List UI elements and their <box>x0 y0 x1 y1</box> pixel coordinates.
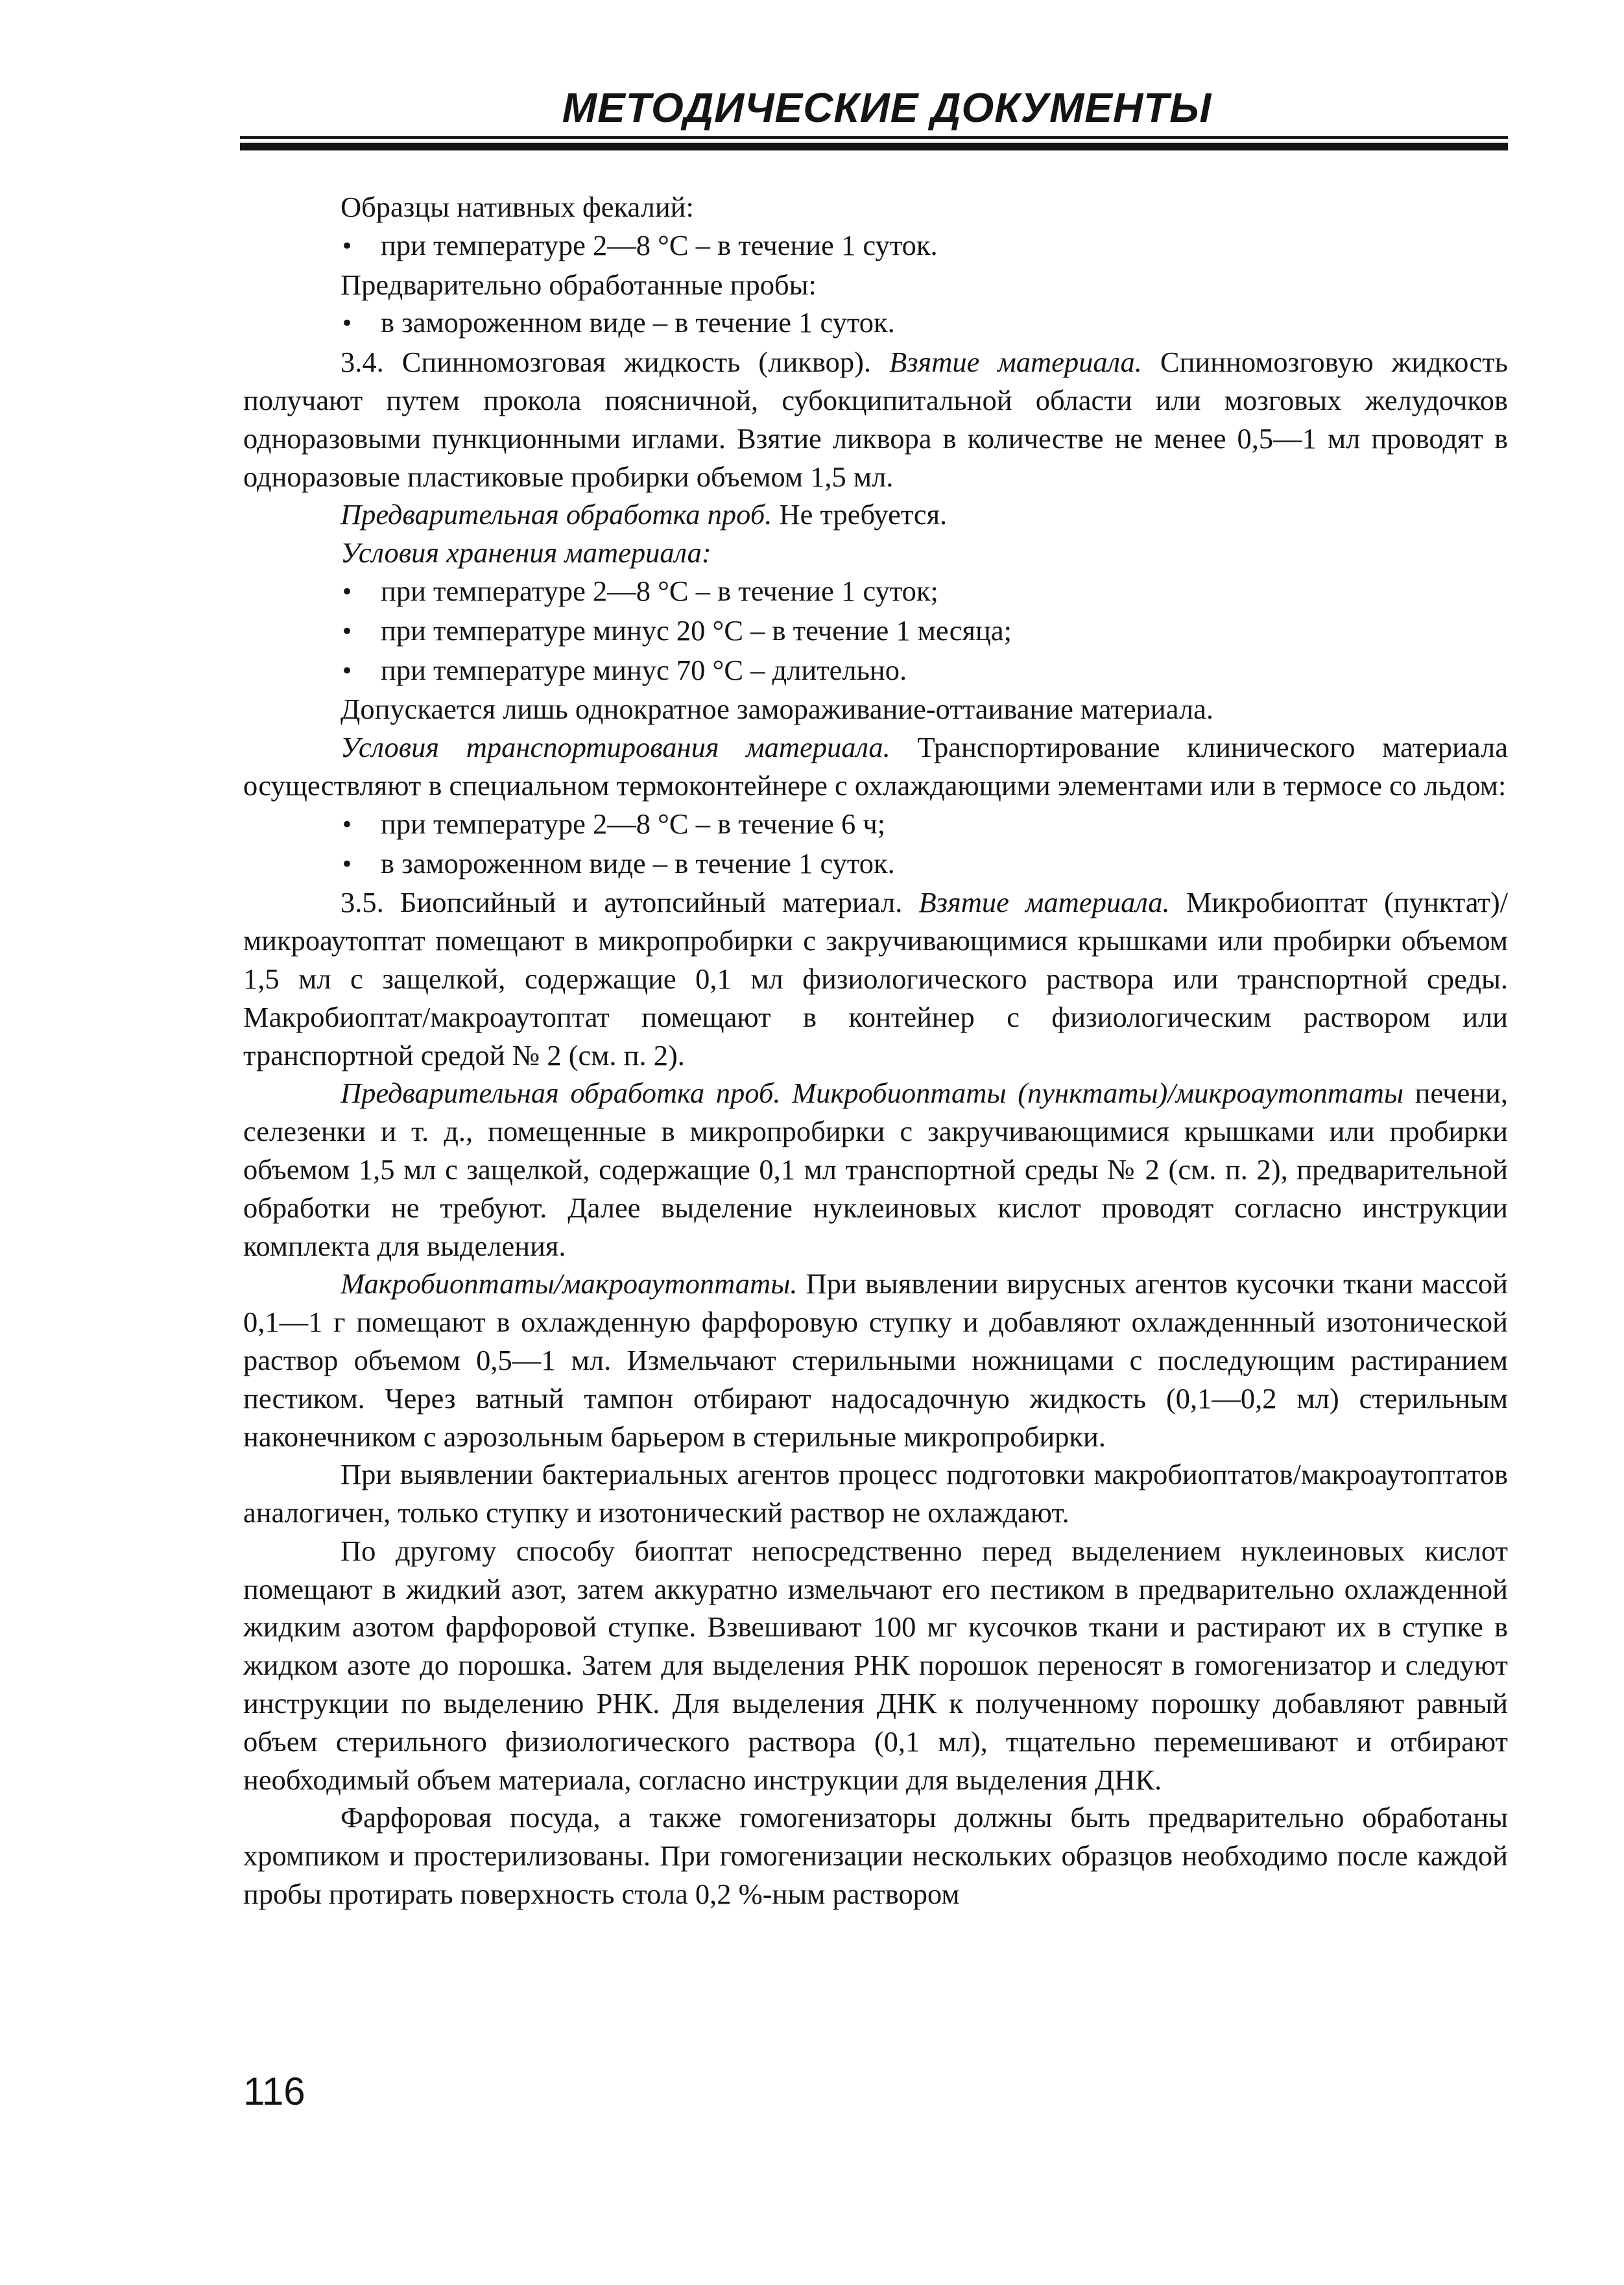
list-item-text: при температуре 2—8 °С – в течение 1 суток. <box>381 228 938 261</box>
bullet-icon: • <box>340 579 354 605</box>
paragraph <box>243 343 1508 496</box>
paragraph <box>243 883 1508 1074</box>
list-item <box>243 805 1508 844</box>
italic-heading: Взятие материала. <box>889 346 1142 379</box>
paragraph <box>243 496 1508 534</box>
list-item-text: в замороженном виде – в течение 1 суток. <box>381 306 895 339</box>
paragraph <box>243 188 1508 226</box>
text-span: 3.5. Биопсийный и аутопсийный материал. <box>340 886 919 919</box>
header-rule-thick <box>240 143 1508 150</box>
list-item <box>243 572 1508 612</box>
text-span: Транспортирование клинического материала осуществляют в специальном термоконтейнере с охлаждающими элементами или в термосе со льдом: <box>243 731 1508 802</box>
paragraph <box>243 690 1508 728</box>
italic-heading: Условия транспортирования материала. <box>340 731 890 764</box>
paragraph <box>243 1455 1508 1532</box>
page-body <box>243 188 1508 1913</box>
paragraph <box>243 1532 1508 1799</box>
italic-heading: Условия хранения материала: <box>340 536 711 569</box>
text-span: Микробиоптат (пунктат)/микроаутоптат помещают в микропробирки с закручивающимися крышками или пробирки объемом 1,5 мл с защелкой, содержащие 0,1 мл физиологического раствора или транспортной среды. Макробиоптат/макроаутоптат помещают в контейнер с физиологическим раствором или транспортной средой № 2 (см. п. 2). <box>243 886 1508 1071</box>
list-item-text: при температуре минус 70 °С – длительно. <box>381 653 907 686</box>
italic-heading: Взятие материала. <box>918 886 1170 919</box>
paragraph <box>243 266 1508 304</box>
paragraph <box>243 534 1508 572</box>
text-span: Допускается лишь однократное замораживание-оттаивание материала. <box>340 693 1213 726</box>
header-rule-thin <box>240 136 1508 139</box>
bullet-icon: • <box>340 618 354 645</box>
header-title: МЕТОДИЧЕСКИЕ ДОКУМЕНТЫ <box>562 84 1212 131</box>
page-number: 116 <box>243 2070 305 2113</box>
text-span: При выявлении бактериальных агентов процесс подготовки макробиоптатов/макроаутоптатов аналогичен, только ступку и изотонический раствор не охлаждают. <box>243 1458 1508 1529</box>
list-item-text: при температуре 2—8 °С – в течение 6 ч; <box>381 807 886 840</box>
paragraph <box>243 1265 1508 1455</box>
bullet-icon: • <box>340 658 354 684</box>
paragraph <box>243 728 1508 805</box>
list-item <box>243 844 1508 884</box>
paragraph <box>243 1074 1508 1265</box>
bullet-icon: • <box>340 311 354 337</box>
list-item <box>243 226 1508 266</box>
text-span: Фарфоровая посуда, а также гомогенизаторы должны быть предварительно обработаны хромпиком и простерилизованы. При гомогенизации нескольких образцов необходимо после каждой пробы протирать поверхность стола 0,2 %-ным раствором <box>243 1801 1508 1911</box>
text-span: Образцы нативных фекалий: <box>340 191 694 223</box>
bullet-icon: • <box>340 851 354 878</box>
italic-heading: Макробиоптаты/макроаутоптаты. <box>340 1267 798 1300</box>
bullet-icon: • <box>340 233 354 259</box>
running-header <box>240 84 1508 150</box>
bullet-icon: • <box>340 811 354 838</box>
text-span: печени, селезенки и т. д., помещенные в микропробирки с закручивающимися крышками или пробирки объемом 1,5 мл с защелкой, содержащие 0,1 мл транспортной среды № 2 (см. п. 2), предварительной обработки не требуют. Далее выделение нуклеиновых кислот проводят согласно инструкции комплекта для выделения. <box>243 1077 1508 1262</box>
paragraph <box>243 1799 1508 1913</box>
text-span: При выявлении вирусных агентов кусочки ткани массой 0,1—1 г помещают в охлажденную фарфоровую ступку и добавляют охлажденнный изотонической раствор объемом 0,5—1 мл. Измельчают стерильными ножницами с последующим растиранием пестиком. Через ватный тампон отбирают надосадочную жидкость (0,1—0,2 мл) стерильным наконечником с аэрозольным барьером в стерильные микропробирки. <box>243 1267 1508 1453</box>
text-span: По другому способу биоптат непосредственно перед выделением нуклеиновых кислот помещают в жидкий азот, затем аккуратно измельчают его пестиком в предварительно охлажденной жидким азотом фарфоровой ступке. Взвешивают 100 мг кусочков ткани и растирают их в ступке в жидком азоте до порошка. Затем для выделения РНК порошок переносят в гомогенизатор и следуют инструкции по выделению РНК. Для выделения ДНК к полученному порошку добавляют равный объем стерильного физиологического раствора (0,1 мл), тщательно перемешивают и отбирают необходимый объем материала, согласно инструкции для выделения ДНК. <box>243 1534 1508 1796</box>
list-item <box>243 304 1508 343</box>
list-item-text: при температуре 2—8 °С – в течение 1 суток; <box>381 574 938 607</box>
text-span: Предварительно обработанные пробы: <box>340 268 817 301</box>
text-span: 3.4. Спинномозговая жидкость (ликвор). <box>340 346 889 379</box>
list-item <box>243 612 1508 651</box>
list-item <box>243 651 1508 691</box>
list-item-text: при температуре минус 20 °С – в течение 1 месяца; <box>381 614 1012 647</box>
italic-heading: Предварительная обработка проб. Микробиоптаты (пунктаты)/микроаутоптаты <box>340 1077 1403 1110</box>
italic-heading: Предварительная обработка проб. <box>340 498 772 531</box>
list-item-text: в замороженном виде – в течение 1 суток. <box>381 846 895 879</box>
text-span: Не требуется. <box>772 498 948 531</box>
text-span: Спинномозговую жидкость получают путем прокола поясничной, субокципитальной области или мозговых желудочков одноразовыми пункционными иглами. Взятие ликвора в количестве не менее 0,5—1 мл проводят в одноразовые пластиковые пробирки объемом 1,5 мл. <box>243 346 1508 493</box>
